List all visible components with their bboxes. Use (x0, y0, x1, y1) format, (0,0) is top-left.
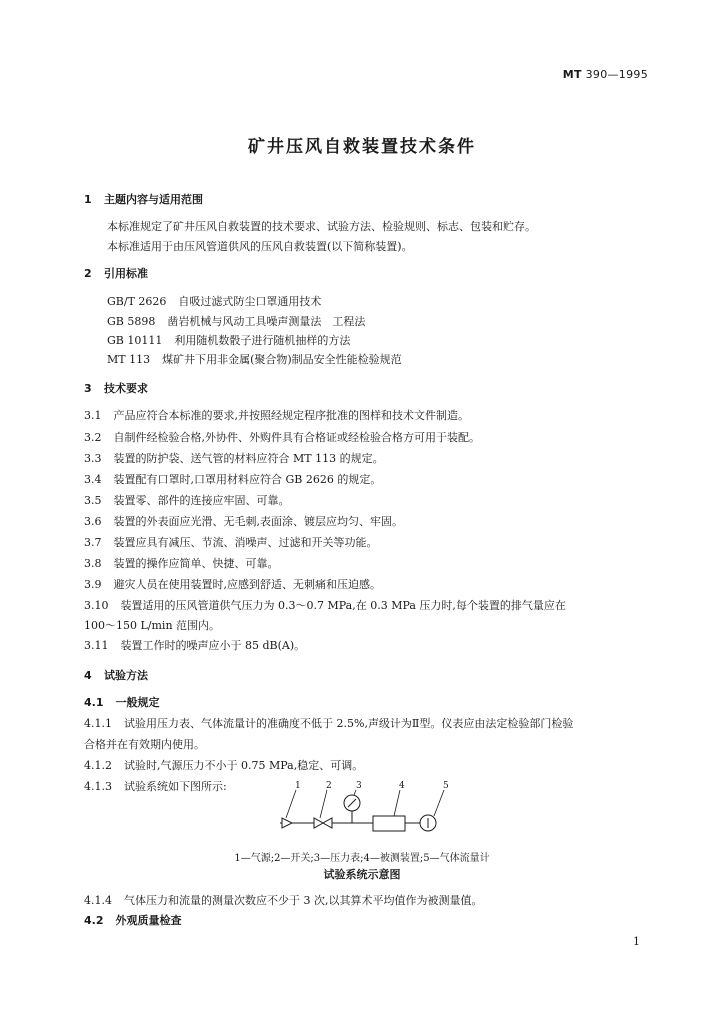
diagram-label-5: 5 (443, 781, 449, 791)
clause-text: 试验时,气源压力不小于 0.75 MPa,稳定、可调。 (124, 759, 364, 772)
clause-number: 4.1.3 (84, 780, 112, 793)
clause-text: 自制件经检验合格,外协件、外购件具有合格证或经检验合格方可用于装配。 (113, 431, 480, 444)
clause-number: 4.1.1 (84, 717, 112, 730)
clause-continuation: 合格并在有效期内使用。 (84, 738, 205, 751)
clause-text: 试验系统如下图所示: (124, 780, 227, 793)
reference-item (107, 315, 365, 329)
reference-code: GB 10111 (107, 334, 163, 347)
clause-number: 3.4 (84, 473, 102, 486)
subsection-4-2-heading (84, 914, 182, 928)
paragraph: 本标准规定了矿井压风自救装置的技术要求、试验方法、检验规则、标志、包装和贮存。 (107, 220, 536, 233)
standard-number (563, 68, 648, 81)
subsection-title: 一般规定 (115, 696, 160, 709)
clause (84, 578, 381, 592)
clause-number: 3.9 (84, 578, 102, 591)
section-title: 技术要求 (104, 382, 148, 395)
leader-line (286, 790, 296, 818)
reference-title: 利用随机数骰子进行随机抽样的方法 (174, 334, 351, 347)
subsection-4-1-heading (84, 696, 160, 710)
reference-title: 自吸过滤式防尘口罩通用技术 (178, 295, 322, 308)
diagram-label-4: 4 (399, 781, 405, 791)
valve-symbol (314, 818, 323, 828)
clause-number: 3.1 (84, 409, 102, 422)
clause-number: 3.2 (84, 431, 102, 444)
reference-item (107, 295, 321, 309)
clause-number: 4.1.2 (84, 759, 112, 772)
clause-text: 装置的外表面应光滑、无毛刺,表面涂、镀层应均匀、牢固。 (113, 515, 403, 528)
section-3-heading (84, 382, 148, 396)
reference-code: GB 5898 (107, 315, 156, 328)
clause-number: 3.8 (84, 557, 102, 570)
clause-text: 装置应具有减压、节流、消噪声、过滤和开关等功能。 (113, 536, 378, 549)
diagram-label-3: 3 (356, 781, 362, 791)
figure-legend: 1—气源;2—开关;3—压力表;4—被测装置;5—气体流量计 (234, 853, 490, 864)
reference-item (107, 334, 350, 348)
section-title: 试验方法 (104, 669, 148, 682)
valve-symbol (323, 818, 332, 828)
standard-code: 390—1995 (581, 68, 648, 81)
clause (84, 494, 290, 508)
test-system-diagram (270, 778, 470, 840)
section-number: 1 (84, 193, 92, 206)
paragraph: 本标准适用于由压风管道供风的压风自救装置(以下简称装置)。 (107, 240, 413, 253)
clause-number: 4.1.4 (84, 894, 112, 907)
clause-number: 3.11 (84, 639, 109, 652)
section-4-heading (84, 669, 148, 683)
reference-title: 煤矿井下用非金属(聚合物)制品安全性能检验规范 (162, 353, 402, 366)
clause (84, 409, 469, 423)
clause (84, 639, 305, 653)
device-under-test-symbol (373, 816, 405, 831)
clause (84, 599, 566, 613)
standard-prefix: MT (562, 68, 582, 81)
leader-line (394, 790, 400, 816)
clause-text: 装置的操作应简单、快捷、可靠。 (113, 557, 279, 570)
clause-text: 装置配有口罩时,口罩用材料应符合 GB 2626 的规定。 (113, 473, 382, 486)
subsection-number: 4.2 (84, 914, 104, 927)
clause (84, 759, 363, 773)
clause (84, 431, 480, 445)
section-number: 2 (84, 267, 92, 280)
reference-title: 凿岩机械与风动工具噪声测量法 工程法 (167, 315, 366, 328)
clause-number: 3.6 (84, 515, 102, 528)
clause-text: 试验用压力表、气体流量计的准确度不低于 2.5%,声级计为Ⅱ型。仪表应由法定检验部门检验 (124, 717, 574, 730)
clause-text: 装置工作时的噪声应小于 85 dB(A)。 (120, 639, 306, 652)
air-source-symbol (282, 818, 292, 828)
reference-code: MT 113 (107, 353, 151, 366)
section-number: 3 (84, 382, 92, 395)
figure-caption: 试验系统示意图 (323, 868, 401, 881)
reference-code: GB/T 2626 (107, 295, 167, 308)
clause (84, 536, 378, 550)
clause-text: 装置适用的压风管道供气压力为 0.3～0.7 MPa,在 0.3 MPa 压力时,每个装置的排气量应在 (120, 599, 566, 612)
clause (84, 717, 573, 731)
clause-continuation: 100～150 L/min 范围内。 (84, 619, 221, 632)
clause (84, 894, 483, 908)
clause-text: 气体压力和流量的测量次数应不少于 3 次,以其算术平均值作为被测量值。 (124, 894, 483, 907)
section-title: 引用标准 (104, 267, 148, 280)
section-number: 4 (84, 669, 92, 682)
clause-number: 3.3 (84, 452, 102, 465)
section-1-heading (84, 193, 203, 207)
section-2-heading (84, 267, 148, 281)
clause (84, 452, 384, 466)
leader-line (434, 790, 444, 816)
clause-number: 3.7 (84, 536, 102, 549)
clause (84, 473, 381, 487)
subsection-number: 4.1 (84, 696, 104, 709)
section-title: 主题内容与适用范围 (104, 193, 203, 206)
clause (84, 557, 279, 571)
diagram-label-2: 2 (326, 781, 332, 791)
page-number: 1 (633, 935, 640, 948)
clause-text: 装置零、部件的连接应牢固、可靠。 (113, 494, 290, 507)
subsection-title: 外观质量检查 (115, 914, 182, 927)
document-title: 矿井压风自救装置技术条件 (248, 137, 476, 157)
clause-text: 产品应符合本标准的要求,并按照经规定程序批准的图样和技术文件制造。 (113, 409, 469, 422)
reference-item (107, 353, 402, 367)
leader-line (320, 790, 327, 818)
clause (84, 515, 403, 529)
clause (84, 780, 227, 794)
diagram-label-1: 1 (295, 781, 301, 791)
clause-number: 3.10 (84, 599, 109, 612)
clause-number: 3.5 (84, 494, 102, 507)
clause-text: 装置的防护袋、送气管的材料应符合 MT 113 的规定。 (113, 452, 384, 465)
clause-text: 避灾人员在使用装置时,应感到舒适、无刺痛和压迫感。 (113, 578, 381, 591)
